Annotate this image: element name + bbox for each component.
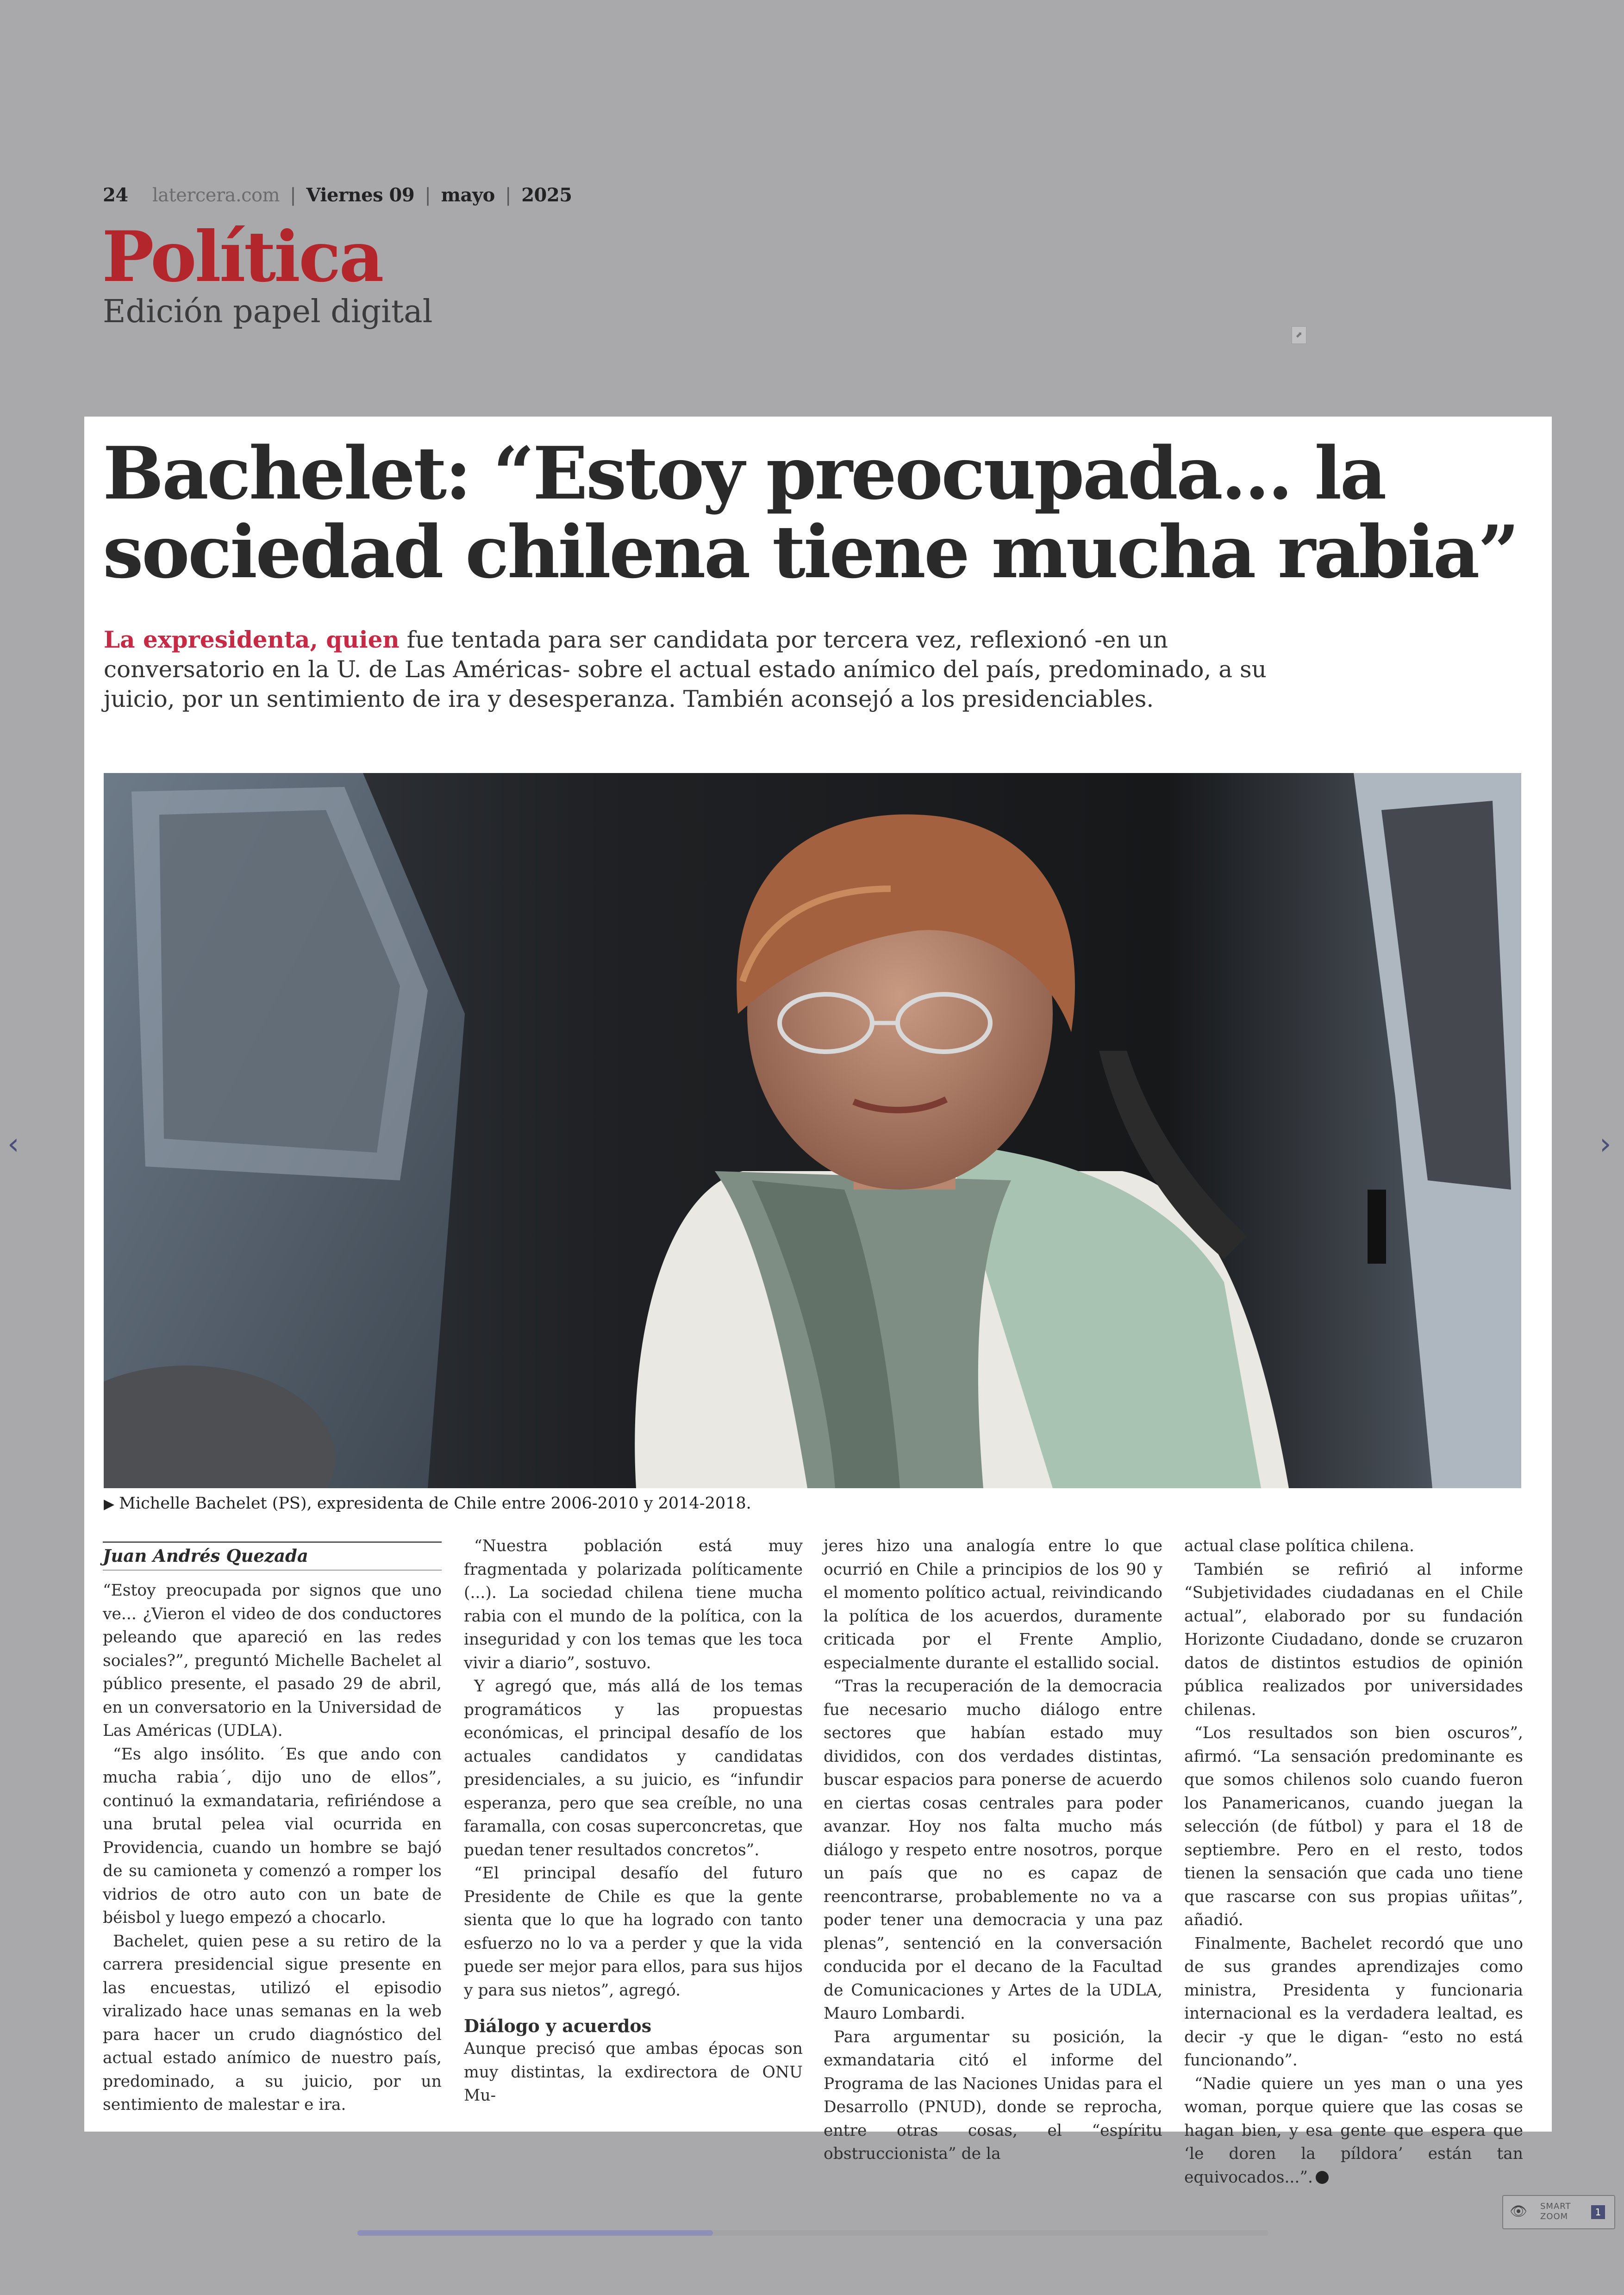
page-number: 24 bbox=[103, 184, 128, 206]
lead-paragraph bbox=[104, 625, 1317, 714]
lead-highlight: La expresidenta, quien bbox=[104, 626, 400, 653]
previous-page-button[interactable]: ‹ bbox=[7, 1127, 19, 1161]
article-photo bbox=[104, 773, 1521, 1488]
issue-year: 2025 bbox=[521, 184, 572, 206]
meta-separator: | bbox=[425, 185, 431, 206]
paragraph: También se refirió al informe “Subjetividades ciudadanas en el Chile actual”, elaborado por su fundación Horizonte Ciudadano, donde se cruzaron datos de distintos estudios de opinión pública realizados por universidades chilenas. bbox=[1184, 1560, 1523, 1719]
article-column-4 bbox=[1184, 1534, 1523, 2189]
end-of-article-icon bbox=[1316, 2171, 1329, 2184]
smart-zoom-shortcut-key: 1 bbox=[1591, 2205, 1605, 2219]
paragraph bbox=[1184, 2072, 1523, 2189]
page-progress-fill bbox=[357, 2230, 713, 2236]
article-column-3 bbox=[824, 1534, 1162, 2166]
issue-month: mayo bbox=[441, 184, 495, 206]
caption-marker: ▶ bbox=[104, 1496, 115, 1512]
paragraph: Finalmente, Bachelet recordó que uno de sus grandes aprendizajes como ministra, Presidenta y funcionaria internacional es la verdadera lealtad, es decir -y que le digan- “esto no está funcionando”. bbox=[1184, 1934, 1523, 2070]
paragraph: “El principal desafío del futuro Presidente de Chile es que la gente sienta que lo que ha logrado con tanto esfuerzo no lo va a perder y que la vida puede ser mejor para ellos, para sus hijos y para sus nietos”, agregó. bbox=[464, 1864, 803, 2000]
headline-line-1: Bachelet: “Estoy preocupada... la bbox=[103, 431, 1385, 516]
smart-zoom-label-line-2: ZOOM bbox=[1540, 2212, 1568, 2221]
paragraph: Y agregó que, más allá de los temas programáticos y las propuestas económicas, el principal desafío de los actuales candidatos y candidatas presidenciales, a su juicio, es “infundir esperanza, pero que sea creíble, no una faramalla, con cosas superconcretas, que puedan tener resultados concretos”. bbox=[464, 1677, 803, 1859]
paragraph: Para argumentar su posición, la exmandataria citó el informe del Programa de las Naciones Unidas para el Desarrollo (PNUD), donde se reprocha, entre otras cosas, el “espíritu obstruccionista” de la bbox=[824, 2027, 1162, 2163]
section-title: Política bbox=[102, 216, 382, 298]
byline: Juan Andrés Quezada bbox=[103, 1541, 442, 1571]
paragraph: Aunque precisó que ambas épocas son muy distintas, la exdirectora de ONU Mu- bbox=[464, 2039, 803, 2105]
caption-text: Michelle Bachelet (PS), expresidenta de Chile entre 2006-2010 y 2014-2018. bbox=[119, 1494, 751, 1513]
headline-line-2: sociedad chilena tiene mucha rabia” bbox=[103, 510, 1518, 594]
site-name: latercera.com bbox=[152, 185, 280, 206]
subheading: Diálogo y acuerdos bbox=[464, 2015, 652, 2036]
expand-icon[interactable]: ⬈ bbox=[1292, 326, 1306, 344]
paragraph: jeres hizo una analogía entre lo que ocurrió en Chile a principios de los 90 y el momento político actual, reivindicando la política de los acuerdos, duramente criticada por el Frente Amplio, especialmente durante el estallido social. bbox=[824, 1537, 1162, 1672]
paragraph: “Los resultados son bien oscuros”, afirmó. “La sensación predominante es que somos chilenos solo cuando fueron los Panamericanos, cuando juegan la selección (de fútbol) y para el 18 de septiembre. Pero en el resto, todos tienen la sensación que cada uno tiene que rascarse con sus propias uñitas”, añadió. bbox=[1184, 1724, 1523, 1929]
paragraph: “Es algo insólito. ´Es que ando con mucha rabia´, dijo uno de ellos”, continuó la exmandataria, refiriéndose a una brutal pelea vial ocurrida en Providencia, cuando un hombre se bajó de su camioneta y comenzó a romper los vidrios de otro auto con un bate de béisbol y luego empezó a chocarlo. bbox=[103, 1745, 442, 1927]
smart-zoom-label-line-1: SMART bbox=[1540, 2201, 1571, 2211]
paragraph: “Nuestra población está muy fragmentada y polarizada políticamente (...). La sociedad chilena tiene mucha rabia con el mundo de la política, con la inseguridad y con los temas que les toca vivir a diario”, sostuvo. bbox=[464, 1537, 803, 1672]
next-page-button[interactable]: › bbox=[1599, 1127, 1612, 1161]
smart-zoom-label bbox=[1540, 2201, 1571, 2222]
issue-day: Viernes 09 bbox=[306, 184, 415, 206]
paragraph: actual clase política chilena. bbox=[1184, 1537, 1415, 1555]
lead-text: fue tentada para ser candidata por tercera vez, reflexionó -en un conversatorio en la U. de Las Américas- sobre el actual estado anímico del país, predominado, a su juicio, por un sentimiento de ira y desesperanza. También aconsejó a los presidenciables. bbox=[104, 626, 1267, 712]
page-progress-bar[interactable] bbox=[357, 2230, 1268, 2236]
page-meta bbox=[103, 184, 572, 206]
smart-zoom-button[interactable] bbox=[1502, 2195, 1615, 2229]
headline bbox=[103, 431, 1529, 594]
paragraph: “Estoy preocupada por signos que uno ve... ¿Vieron el video de dos conductores peleando que apareció en las redes sociales?”, preguntó Michelle Bachelet al público presente, el pasado 29 de abril, en un conversatorio en la Universidad de Las Américas (UDLA). bbox=[103, 1581, 442, 1740]
meta-separator: | bbox=[505, 185, 511, 206]
article-column-1 bbox=[103, 1541, 442, 2117]
newspaper-page bbox=[84, 417, 1552, 2187]
bachelet-photo-illustration bbox=[104, 773, 1521, 1488]
article-column-2 bbox=[464, 1534, 803, 2108]
meta-separator: | bbox=[290, 185, 296, 206]
photo-caption bbox=[104, 1494, 1521, 1513]
paragraph: Bachelet, quien pese a su retiro de la carrera presidencial sigue presente en las encuestas, utilizó el episodio viralizado hace unas semanas en la web para hacer un crudo diagnóstico del actual estado anímico de nuestro país, predominado, a su juicio, por un sentimiento de malestar e ira. bbox=[103, 1932, 442, 2114]
edition-label: Edición papel digital bbox=[103, 293, 433, 330]
eye-icon: 👁 bbox=[1510, 2203, 1528, 2220]
paragraph: “Tras la recuperación de la democracia fue necesario mucho diálogo entre sectores que habían estado muy divididos, con dos verdades distintas, buscar espacios para ponerse de acuerdo en ciertas cosas centrales para poder avanzar. Hoy nos falta mucho más diálogo y respeto entre nosotros, porque un país que no es capaz de reencontrarse, probablemente no va a poder tener una democracia y una paz plenas”, sentenció en la conversación conducida por el decano de la Facultad de Comunicaciones y Artes de la UDLA, Mauro Lombardi. bbox=[824, 1677, 1162, 2023]
closing-text: “Nadie quiere un yes man o una yes woman, porque quiere que las cosas se hagan bien, y esa gente que espera que ‘le doren la píldora’ están tan equivocados...”. bbox=[1184, 2074, 1523, 2187]
